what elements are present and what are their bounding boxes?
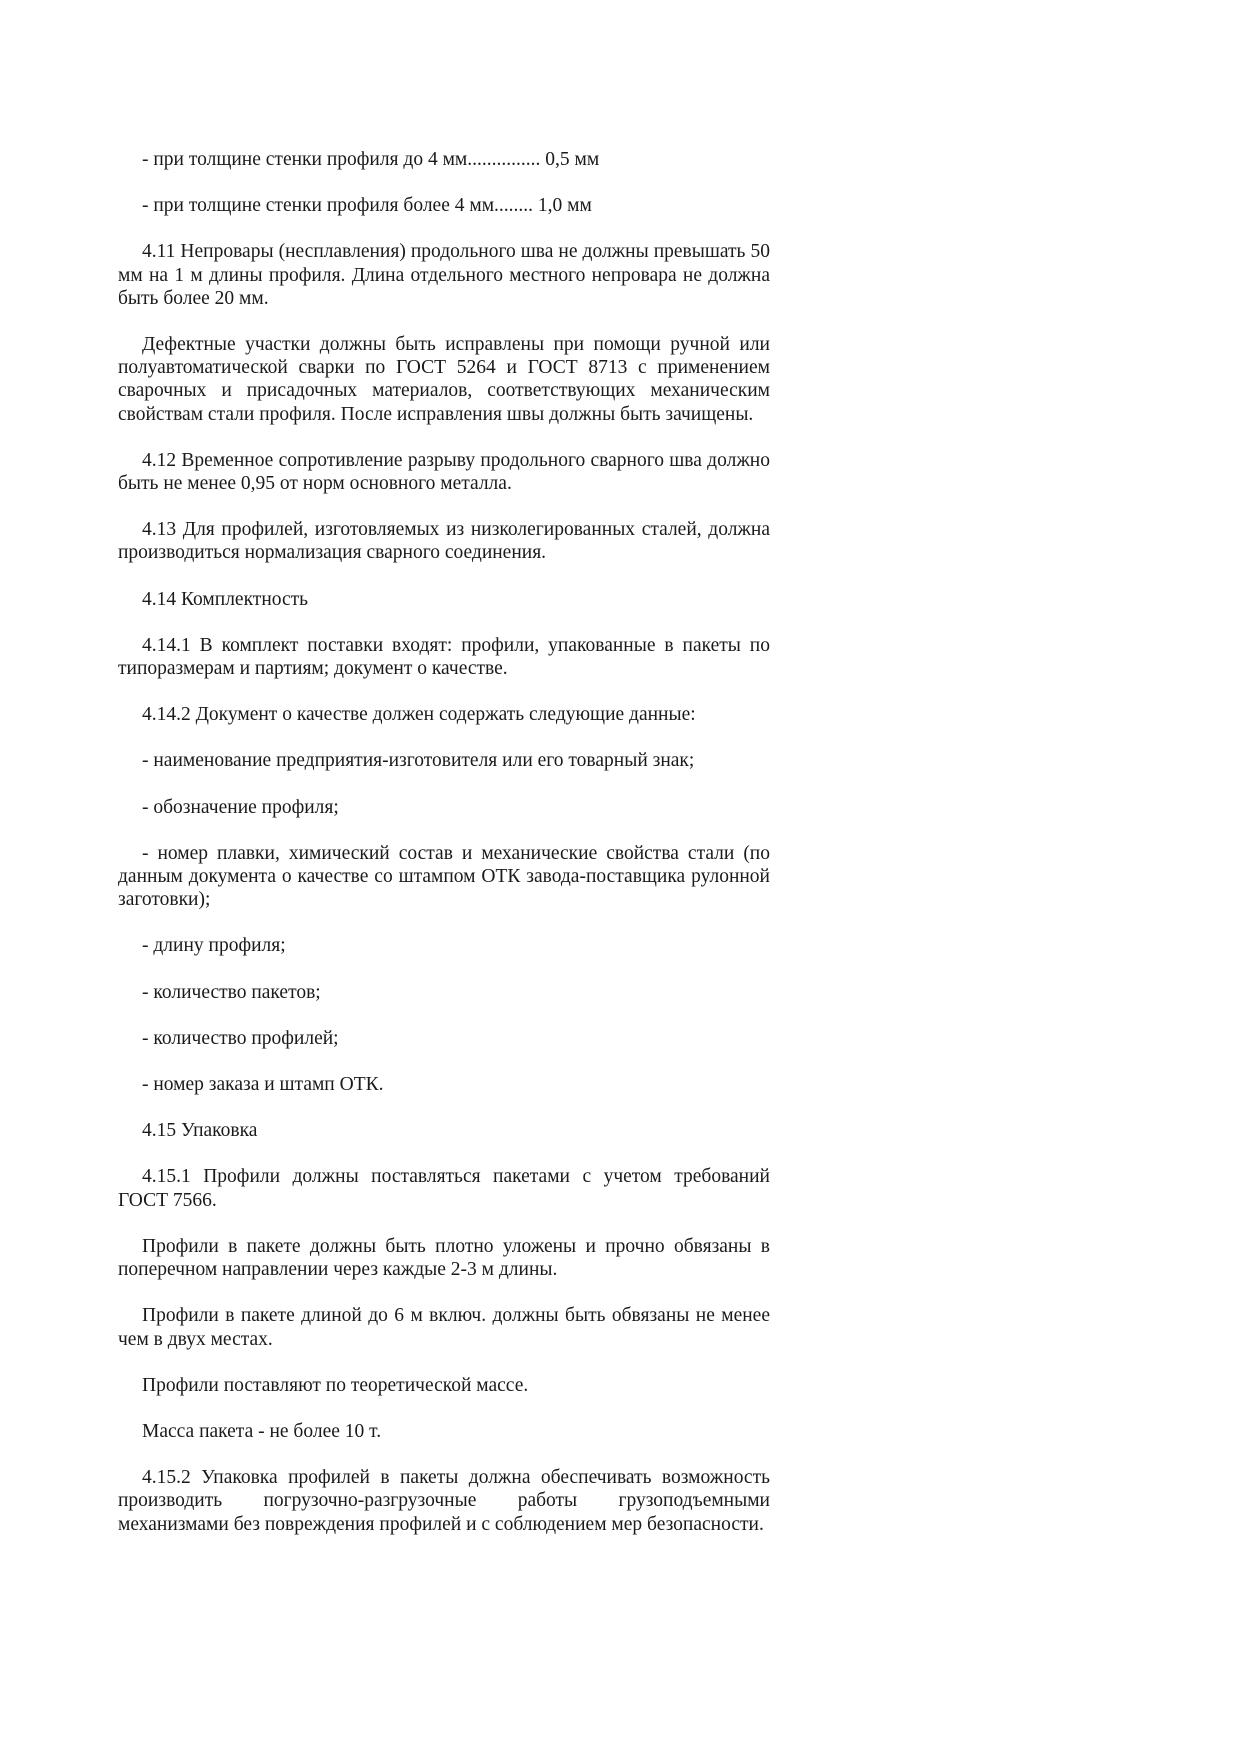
document-page <box>118 148 770 1559</box>
clause-4-15-2: 4.15.2 Упаковка профилей в пакеты должна обеспечивать возможность производить погрузочно-разгрузочные работы грузоподъемными механизмами без повреждения профилей и с соблюдением мер безопасности. <box>118 1467 770 1535</box>
clause-4-12: 4.12 Временное сопротивление разрыву продольного сварного шва должно быть не менее 0,95 от норм основного металла. <box>118 449 770 495</box>
wall-thickness-over-4mm: - при толщине стенки профиля более 4 мм........ 1,0 мм <box>142 195 592 217</box>
packaging-tying-paragraph: Профили в пакете должны быть плотно уложены и прочно обвязаны в поперечном направлении через каждые 2-3 м длины. <box>118 1235 770 1281</box>
clause-4-14-1: 4.14.1 В комплект поставки входят: профили, упакованные в пакеты по типоразмерам и партиям; документ о качестве. <box>118 634 770 680</box>
clause-4-13: 4.13 Для профилей, изготовляемых из низколегированных сталей, должна производиться нормализация сварного соединения. <box>118 519 770 564</box>
list-item-profile-length: - длину профиля; <box>142 935 286 957</box>
list-item-profile-count: - количество профилей; <box>142 1027 339 1049</box>
list-item-profile-designation: - обозначение профиля; <box>142 796 339 818</box>
wall-thickness-up-to-4mm: - при толщине стенки профиля до 4 мм............... 0,5 мм <box>142 149 600 170</box>
packaging-6m-paragraph: Профили в пакете длиной до 6 м включ. должны быть обвязаны не менее чем в двух местах. <box>118 1305 770 1350</box>
section-heading-packaging: 4.15 Упаковка <box>142 1120 258 1142</box>
list-item-manufacturer: - наименование предприятия-изготовителя или его товарный знак; <box>142 750 695 772</box>
clause-4-11: 4.11 Непровары (несплавления) продольного шва не должны превышать 50 мм на 1 м длины профиля. Длина отдельного местного непровара не должна быть более 20 мм. <box>118 241 770 309</box>
list-item-package-count: - количество пакетов; <box>142 981 321 1003</box>
clause-4-15-1: 4.15.1 Профили должны поставляться пакетами с учетом требований ГОСТ 7566. <box>118 1166 770 1211</box>
clause-4-14-2: 4.14.2 Документ о качестве должен содержать следующие данные: <box>142 704 696 726</box>
section-heading-completeness: 4.14 Комплектность <box>142 588 309 610</box>
package-mass-paragraph: Масса пакета - не более 10 т. <box>142 1420 382 1442</box>
theoretical-mass-paragraph: Профили поставляют по теоретической массе. <box>142 1374 529 1396</box>
list-item-heat-number: - номер плавки, химический состав и механические свойства стали (по данным документа о качестве со штампом ОТК завода-поставщика рулонной заготовки); <box>118 842 770 911</box>
defect-repair-paragraph: Дефектные участки должны быть исправлены при помощи ручной или полуавтоматической сварки по ГОСТ 5264 и ГОСТ 8713 с применением сварочных и присадочных материалов, соответствующих механическим свойствам стали профиля. После исправления швы должны быть зачищены. <box>118 334 770 425</box>
list-item-order-number: - номер заказа и штамп ОТК. <box>142 1074 384 1096</box>
